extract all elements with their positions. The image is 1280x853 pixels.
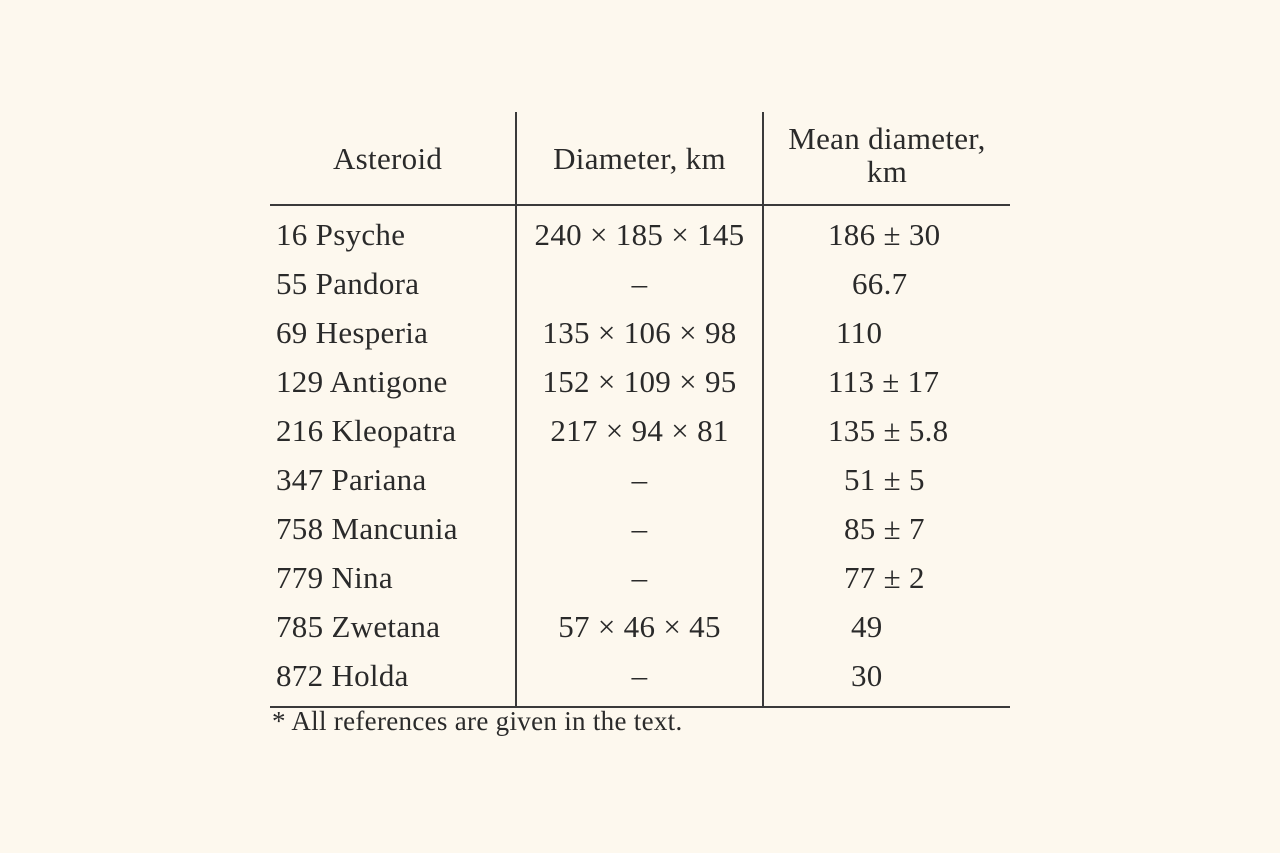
header-row: [270, 112, 1010, 205]
table-body: [270, 205, 1010, 707]
asteroid-name: 347 Pariana: [276, 461, 427, 497]
asteroid-name: 779 Nina: [276, 559, 393, 595]
asteroid-mean-diameter: 110: [763, 308, 1010, 357]
asteroid-mean-diameter: 186 ± 30: [763, 205, 1010, 259]
asteroid-diameter: 135 × 106 × 98: [516, 308, 763, 357]
asteroid-diameter: –: [516, 651, 763, 707]
asteroid-table-container: [270, 112, 1010, 708]
asteroid-mean-diameter: 49: [763, 602, 1010, 651]
asteroid-diameter: –: [516, 259, 763, 308]
asteroid-name: 216 Kleopatra: [276, 412, 457, 448]
asteroid-mean-diameter: 113 ± 17: [763, 357, 1010, 406]
header-mean-diameter: [763, 112, 1010, 205]
header-diameter: Diameter, km: [516, 112, 763, 205]
table-row: [270, 602, 1010, 651]
asteroid-diameter: 152 × 109 × 95: [516, 357, 763, 406]
table-row: [270, 357, 1010, 406]
asteroid-diameter: –: [516, 504, 763, 553]
asteroid-table: [270, 112, 1010, 708]
table-header: [270, 112, 1010, 205]
table-row: [270, 205, 1010, 259]
asteroid-mean-diameter: 135 ± 5.8: [763, 406, 1010, 455]
asteroid-diameter: 57 × 46 × 45: [516, 602, 763, 651]
asteroid-mean-diameter: 66.7: [763, 259, 1010, 308]
header-asteroid: Asteroid: [270, 112, 516, 205]
asteroid-name: 69 Hesperia: [276, 314, 429, 350]
asteroid-name: 55 Pandora: [276, 265, 420, 301]
asteroid-name: 872 Holda: [270, 651, 516, 707]
table-row: [270, 259, 1010, 308]
asteroid-name: 16 Psyche: [276, 216, 406, 252]
table-row: [270, 406, 1010, 455]
asteroid-name: 758 Mancunia: [276, 510, 458, 546]
asteroid-diameter: 240 × 185 × 145: [516, 205, 763, 259]
asteroid-mean-diameter: 30: [763, 651, 1010, 707]
table-row: [270, 455, 1010, 504]
header-mean-line2: km: [866, 154, 908, 189]
table-row: [270, 308, 1010, 357]
asteroid-diameter: –: [516, 455, 763, 504]
table-row: [270, 504, 1010, 553]
header-mean-line1: Mean diameter,: [788, 121, 986, 156]
asteroid-mean-diameter: 51 ± 5: [763, 455, 1010, 504]
table-footnote: * All references are given in the text.: [272, 706, 683, 736]
asteroid-mean-diameter: 85 ± 7: [763, 504, 1010, 553]
asteroid-diameter: –: [516, 553, 763, 602]
table-row: [270, 651, 1010, 707]
table-row: [270, 553, 1010, 602]
asteroid-diameter: 217 × 94 × 81: [516, 406, 763, 455]
asteroid-mean-diameter: 77 ± 2: [763, 553, 1010, 602]
asteroid-name: 785 Zwetana: [276, 608, 441, 644]
asteroid-name: 129 Antigone: [276, 363, 448, 399]
